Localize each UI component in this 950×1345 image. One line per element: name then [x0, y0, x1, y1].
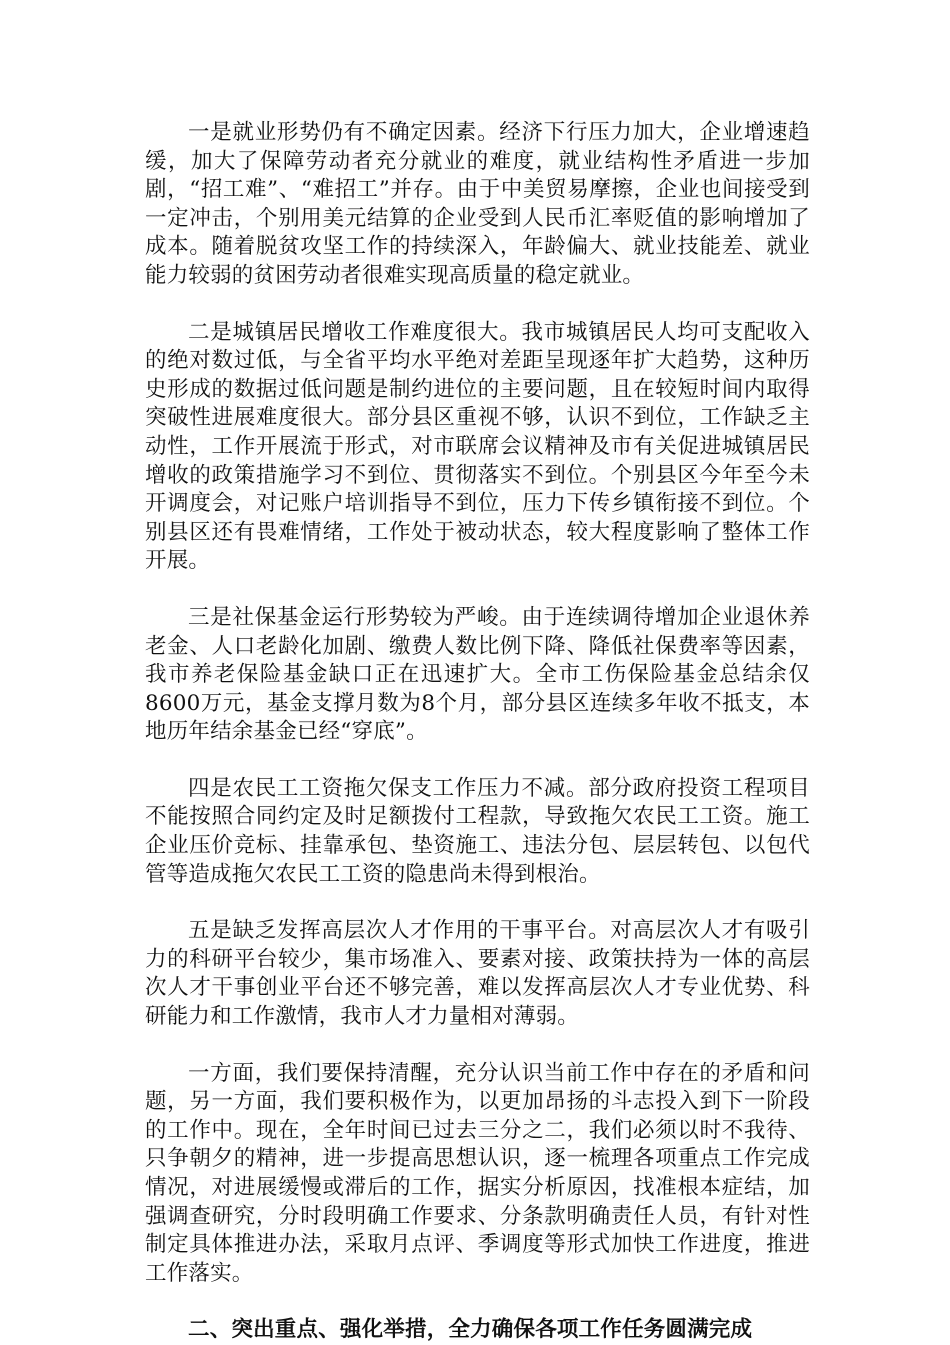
paragraph-migrant-wages: 四是农民工工资拖欠保支工作压力不减。部分政府投资工程项目不能按照合同约定及时足额拨付工程款，导致拖欠农民工工资。施工企业压价竞标、挂靠承包、垫资施工、违法分包、层层转包、以包代管等造成拖欠农民工工资的隐患尚未得到根治。: [145, 775, 810, 887]
document-body: [145, 119, 810, 1345]
paragraph-employment: 一是就业形势仍有不确定因素。经济下行压力加大，企业增速趋缓，加大了保障劳动者充分就业的难度，就业结构性矛盾进一步加剧，“招工难”、“难招工”并存。由于中美贸易摩擦，企业也间接受到一定冲击，个别用美元结算的企业受到人民币汇率贬值的影响增加了成本。随着脱贫攻坚工作的持续深入，年龄偏大、就业技能差、就业能力较弱的贫困劳动者很难实现高质量的稳定就业。: [145, 120, 810, 288]
paragraph-summary: 一方面，我们要保持清醒，充分认识当前工作中存在的矛盾和问题，另一方面，我们要积极作为，以更加昂扬的斗志投入到下一阶段的工作中。现在，全年时间已过去三分之二，我们必须以时不我待、只争朝夕的精神，进一步提高思想认识，逐一梳理各项重点工作完成情况，对进展缓慢或滞后的工作，据实分析原因，找准根本症结，加强调查研究，分时段明确工作要求、分条款明确责任人员，有针对性制定具体推进办法，采取月点评、季调度等形式加快工作进度，推进工作落实。: [145, 1060, 810, 1286]
paragraph-talent-platform: 五是缺乏发挥高层次人才作用的干事平台。对高层次人才有吸引力的科研平台较少，集市场准入、要素对接、政策扶持为一体的高层次人才干事创业平台还不够完善，难以发挥高层次人才专业优势、科研能力和工作激情，我市人才力量相对薄弱。: [145, 918, 810, 1030]
paragraph-social-security: 三是社保基金运行形势较为严峻。由于连续调待增加企业退休养老金、人口老龄化加剧、缴费人数比例下降、降低社保费率等因素，我市养老保险基金缺口正在迅速扩大。全市工伤保险基金总结余仅8600万元，基金支撑月数为8个月，部分县区连续多年收不抵支，本地历年结余基金已经“穿底”。: [145, 604, 810, 745]
paragraph-income: 二是城镇居民增收工作难度很大。我市城镇居民人均可支配收入的绝对数过低，与全省平均水平绝对差距呈现逐年扩大趋势，这种历史形成的数据过低问题是制约进位的主要问题，且在较短时间内取得突破性进展难度很大。部分县区重视不够，认识不到位，工作缺乏主动性，工作开展流于形式，对市联席会议精神及市有关促进城镇居民增收的政策措施学习不到位、贯彻落实不到位。个别县区今年至今未开调度会，对记账户培训指导不到位，压力下传乡镇衔接不到位。个别县区还有畏难情绪，工作处于被动状态，较大程度影响了整体工作开展。: [145, 319, 810, 574]
section-heading: 二、突出重点、强化举措，全力确保各项工作任务圆满完成: [188, 1317, 753, 1343]
